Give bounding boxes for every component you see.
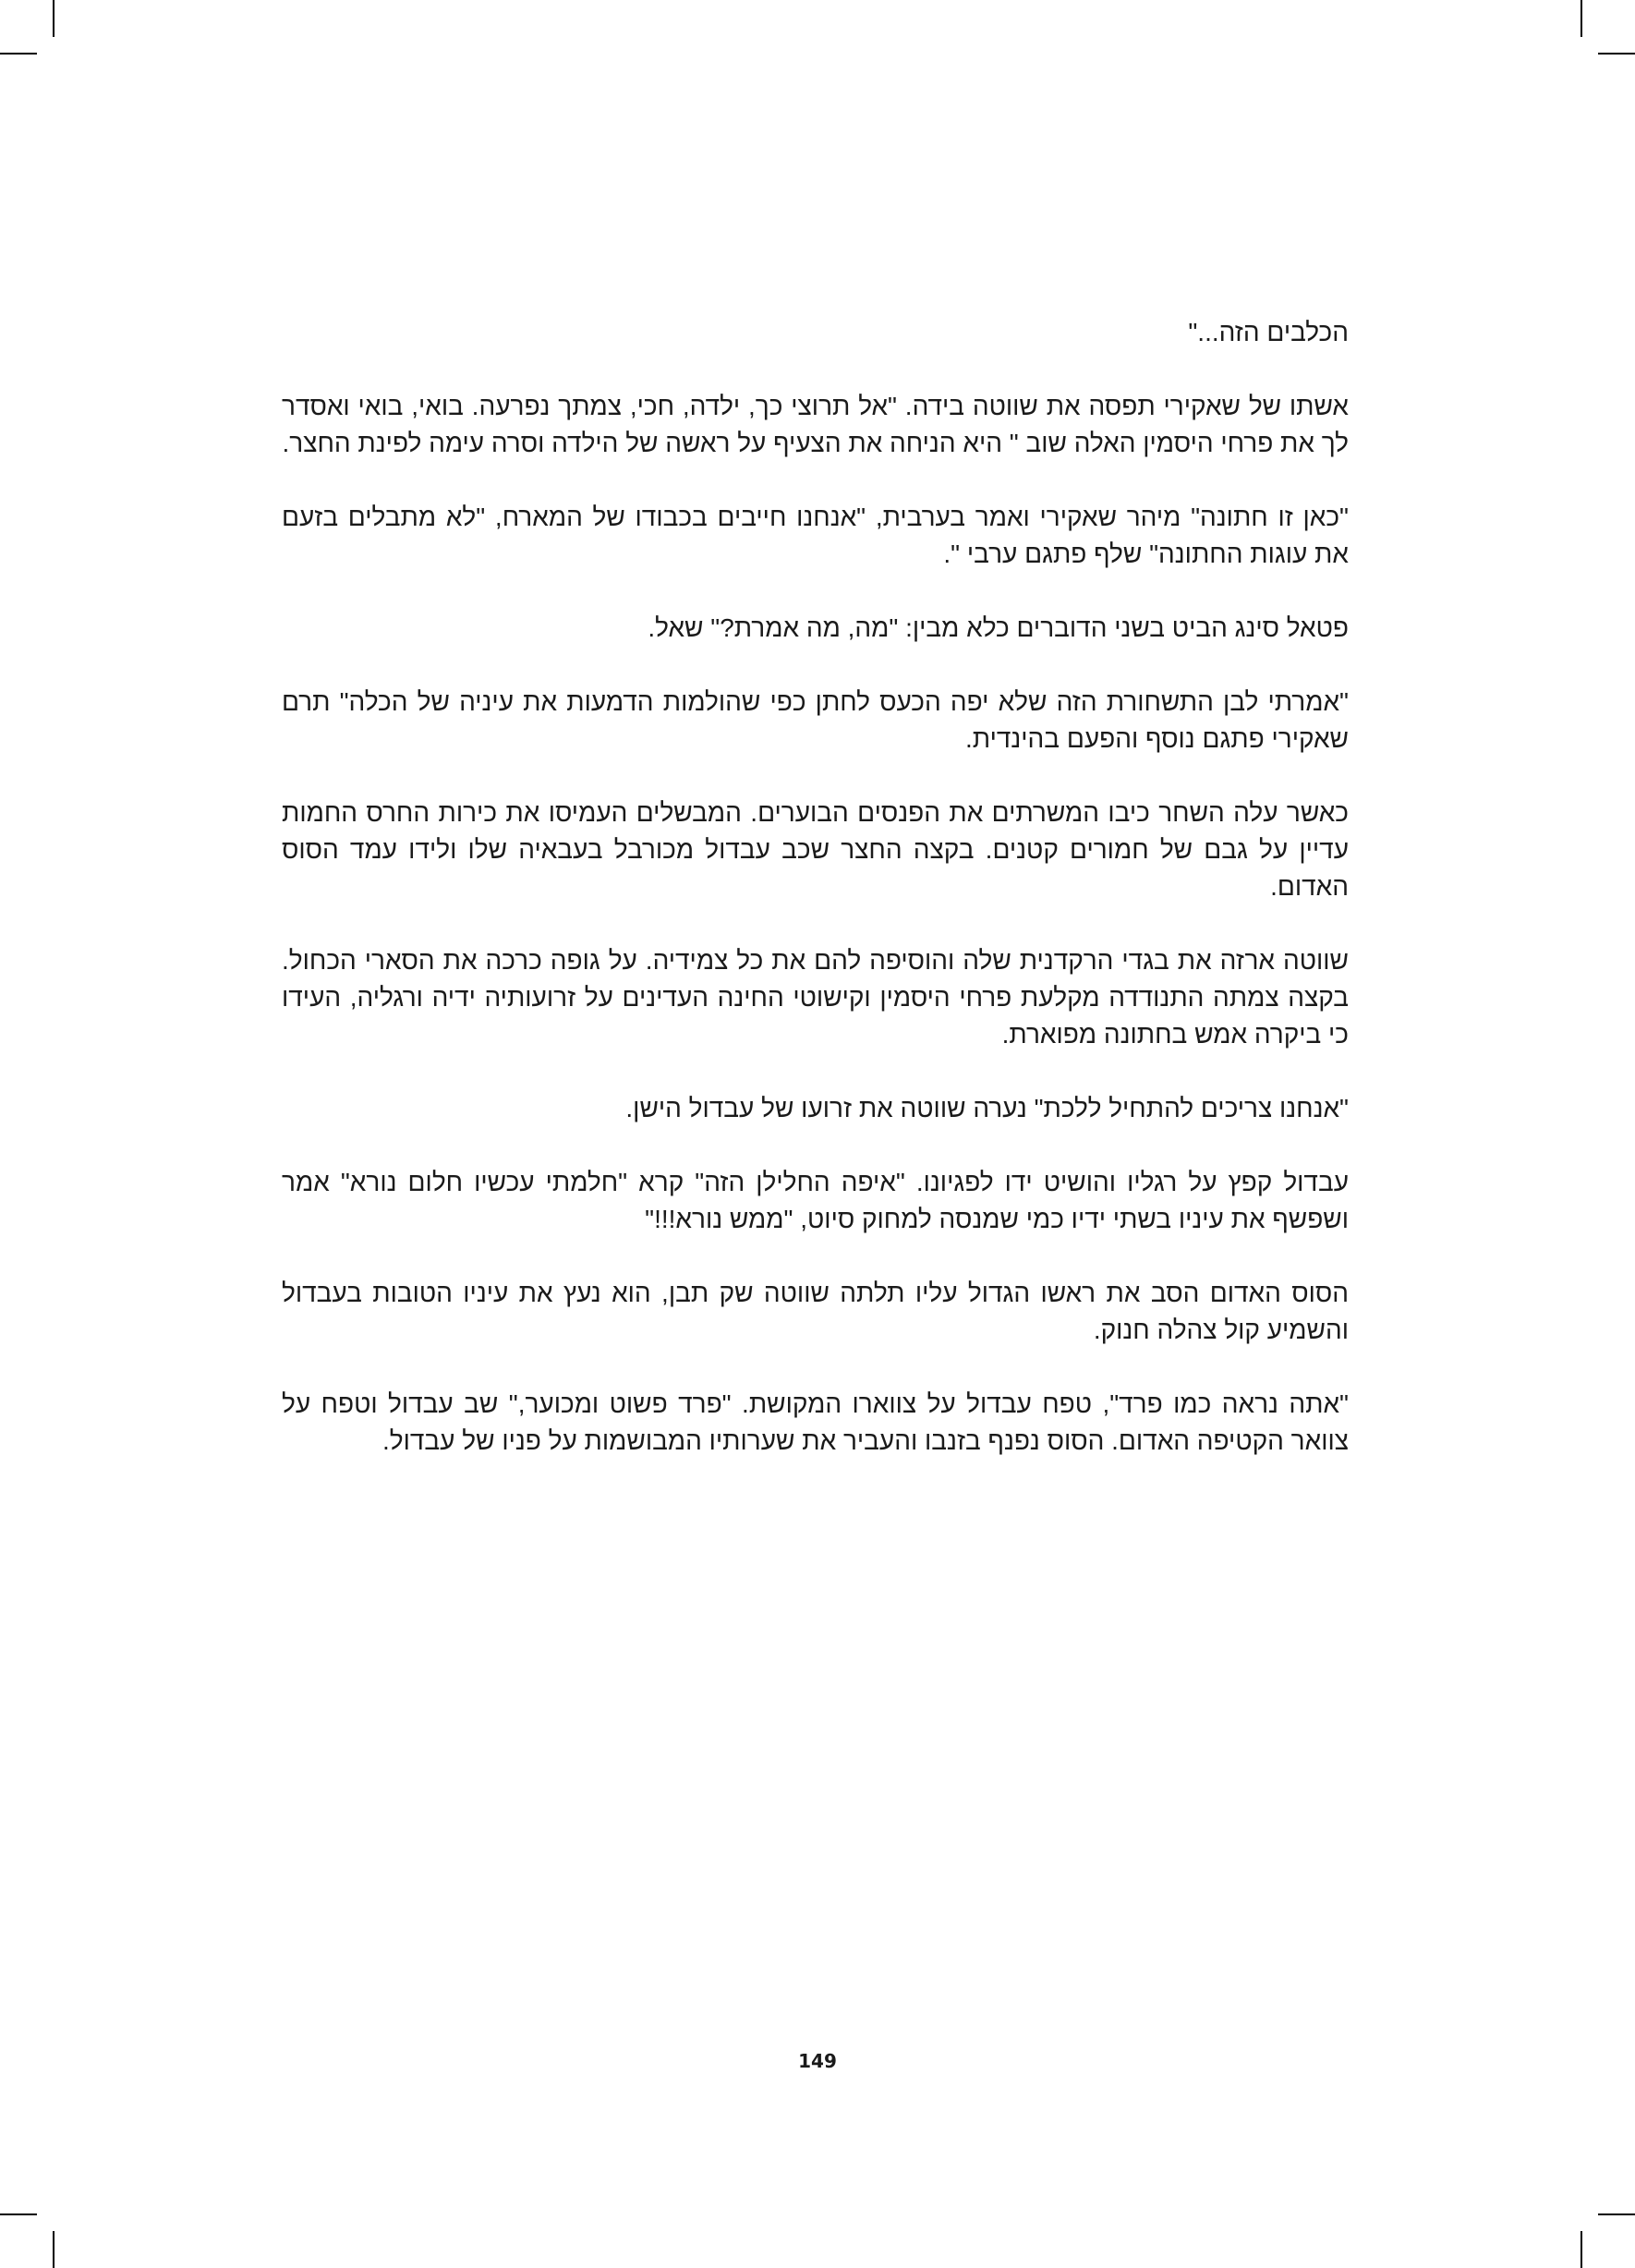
crop-mark-top-right-horizontal bbox=[1598, 53, 1635, 55]
crop-mark-bottom-left-horizontal bbox=[0, 2213, 37, 2215]
crop-mark-bottom-right-vertical bbox=[1580, 2231, 1582, 2268]
crop-mark-top-left-horizontal bbox=[0, 53, 37, 55]
paragraph: "אתה נראה כמו פרד", טפח עבדול על צווארו המקושת. "פרד פשוט ומכוער," שב עבדול וטפח על צוואר הקטיפה האדום. הסוס נפנף בזנבו והעביר את שערותיו המבושמות על פניו של עבדול. bbox=[282, 1389, 1349, 1455]
paragraph: עבדול קפץ על רגליו והושיט ידו לפגיונו. "איפה החלילן הזה" קרא "חלמתי עכשיו חלום נורא" אמר ושפשף את עיניו בשתי ידיו כמי שמנסה למחוק סיוט, "ממש נורא!!!" bbox=[282, 1168, 1349, 1233]
crop-mark-top-left-vertical bbox=[53, 0, 54, 37]
paragraph: הסוס האדום הסב את ראשו הגדול עליו תלתה שווטה שק תבן, הוא נעץ את עיניו הטובות בעבדול והשמיע קול צהלה חנוק. bbox=[282, 1279, 1349, 1344]
paragraph: אשתו של שאקירי תפסה את שווטה בידה. "אל תרוצי כך, ילדה, חכי, צמתך נפרעה. בואי, בואי ואסדר לך את פרחי היסמין האלה שוב " היא הניחה את הצעיף על ראשה של הילדה וסרה עימה לפינת החצר. bbox=[282, 392, 1349, 457]
paragraph: הכלבים הזה..." bbox=[1188, 318, 1349, 346]
crop-mark-bottom-right-horizontal bbox=[1598, 2213, 1635, 2215]
paragraph: "כאן זו חתונה" מיהר שאקירי ואמר בערבית, "אנחנו חייבים בכבודו של המארח, "לא מתבלים בזעם את עוגות החתונה" שלף פתגם ערבי ". bbox=[282, 503, 1349, 568]
paragraph: פטאל סינג הביט בשני הדוברים כלא מבין: "מה, מה אמרת?" שאל. bbox=[648, 613, 1349, 642]
paragraph: שווטה ארזה את בגדי הרקדנית שלה והוסיפה להם את כל צמידיה. על גופה כרכה את הסארי הכחול. בקצה צמתה התנודדה מקלעת פרחי היסמין וקישוטי החינה העדינים על זרועותיה ידיה ורגליה, העידו כי ביקרה אמש בחתונה מפוארת. bbox=[282, 946, 1349, 1049]
paragraph: "אמרתי לבן התשחורת הזה שלא יפה הכעס לחתן כפי שהולמות הדמעות את עיניה של הכלה" תרם שאקירי פתגם נוסף והפעם בהינדית. bbox=[282, 687, 1349, 753]
page-number: 149 bbox=[798, 2050, 837, 2072]
page-body-text bbox=[282, 314, 1349, 1497]
crop-mark-bottom-left-vertical bbox=[53, 2231, 54, 2268]
paragraph: כאשר עלה השחר כיבו המשרתים את הפנסים הבוערים. המבשלים העמיסו את כירות החרס החמות עדיין על גבם של חמורים קטנים. בקצה החצר שכב עבדול מכורבל בעבאיה שלו ולידו עמד הסוס האדום. bbox=[282, 798, 1349, 901]
paragraph: "אנחנו צריכים להתחיל ללכת" נערה שווטה את זרועו של עבדול הישן. bbox=[625, 1094, 1349, 1122]
crop-mark-top-right-vertical bbox=[1580, 0, 1582, 37]
